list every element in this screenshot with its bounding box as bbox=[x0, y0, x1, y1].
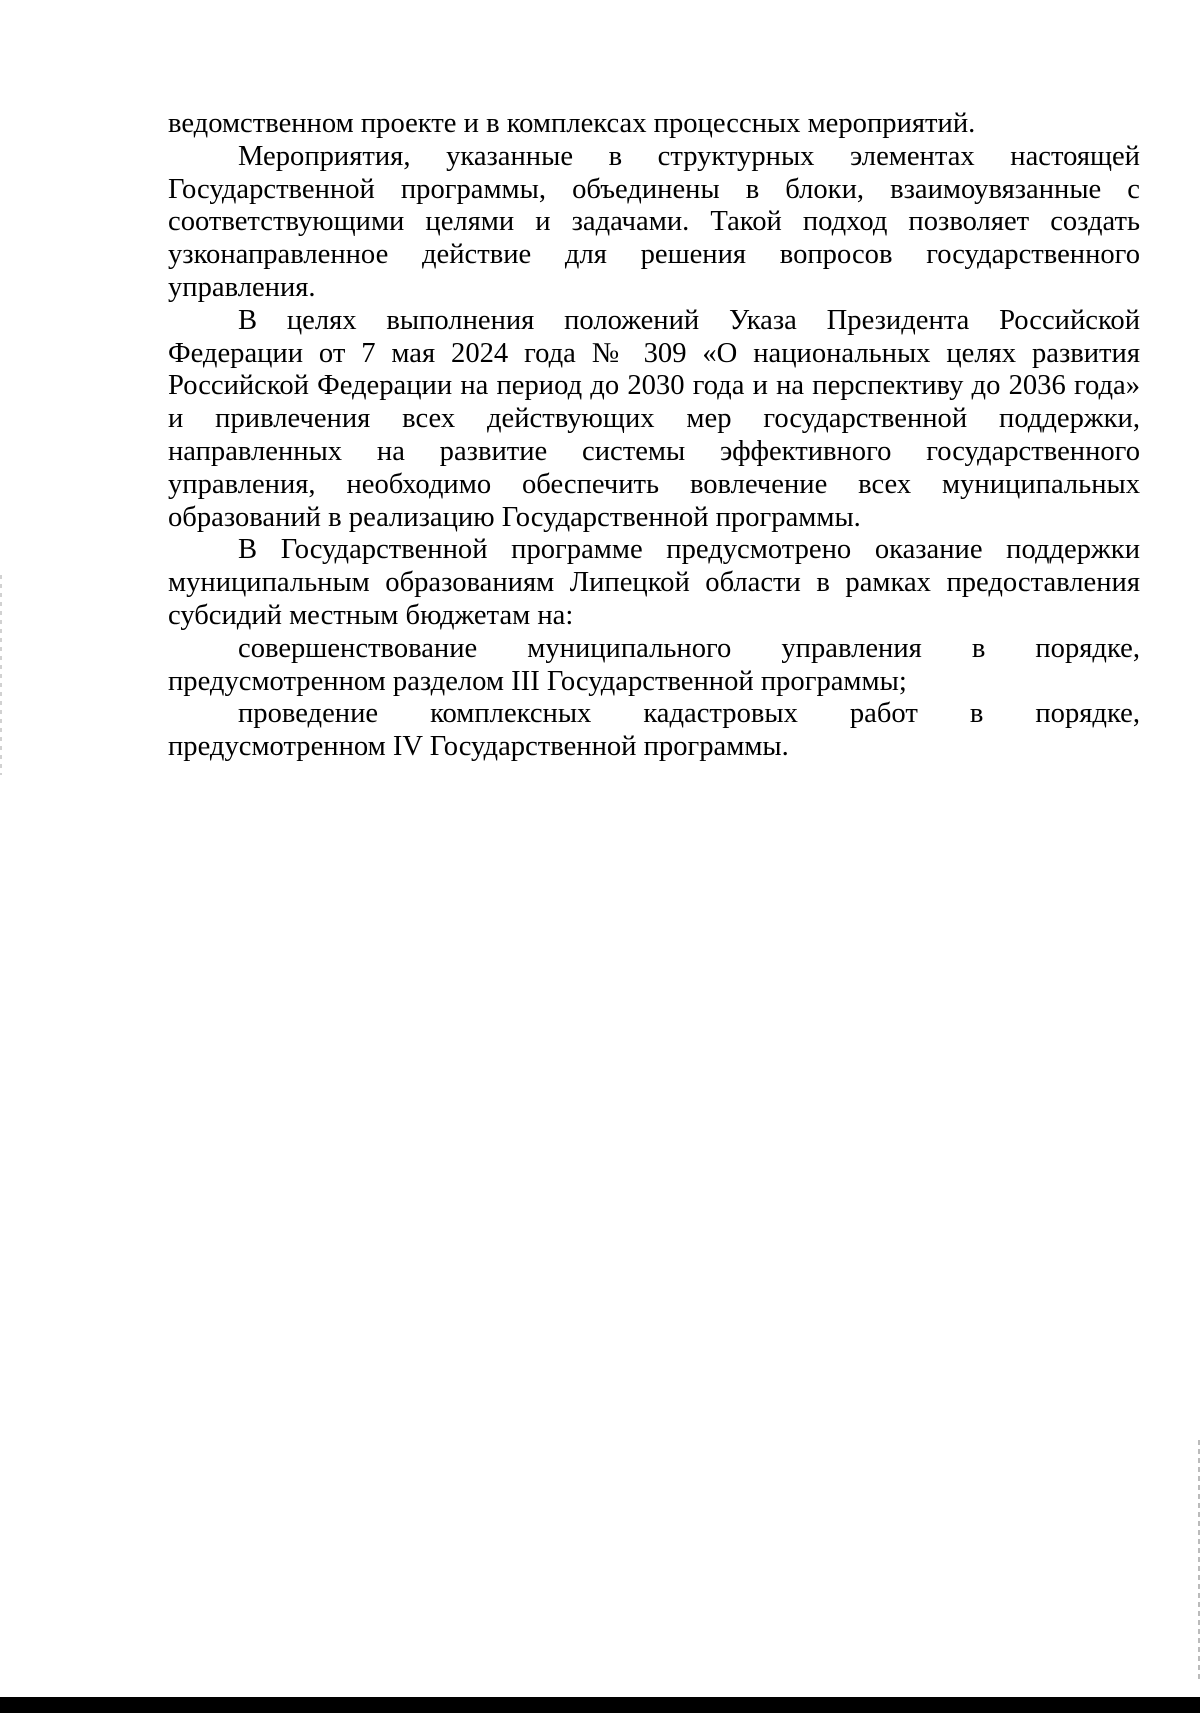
list-item-cadastral-works: проведение комплексных кадастровых работ в порядке, предусмотренном IV Государственной программы. bbox=[168, 698, 1140, 763]
scan-bottom-border bbox=[0, 1697, 1200, 1713]
document-page bbox=[168, 108, 1140, 764]
paragraph-continuation: ведомственном проекте и в комплексах процессных мероприятий. bbox=[168, 108, 976, 139]
paragraph-program-measures: Мероприятия, указанные в структурных элементах настоящей Государственной программы, объединены в блоки, взаимоувязанные с соответствующими целями и задачами. Такой подход позволяет создать узконаправленное действие для решения вопросов государственного управления. bbox=[168, 140, 1140, 303]
paragraph-municipal-support: В Государственной программе предусмотрено оказание поддержки муниципальным образованиям Липецкой области в рамках предоставления субсидий местным бюджетам на: bbox=[168, 534, 1140, 631]
list-item-municipal-governance: совершенствование муниципального управления в порядке, предусмотренном разделом III Государственной программы; bbox=[168, 632, 1140, 697]
paragraph-presidential-decree: В целях выполнения положений Указа Президента Российской Федерации от 7 мая 2024 года № 309 «О национальных целях развития Российской Федерации на период до 2030 года и на перспективу до 2036 года» и привлечения всех действующих мер государственной поддержки, направленных на развитие системы эффективного государственного управления, необходимо обеспечить вовлечение всех муниципальных образований в реализацию Государственной программы. bbox=[168, 304, 1140, 533]
scan-edge-marks-left bbox=[0, 575, 2, 775]
